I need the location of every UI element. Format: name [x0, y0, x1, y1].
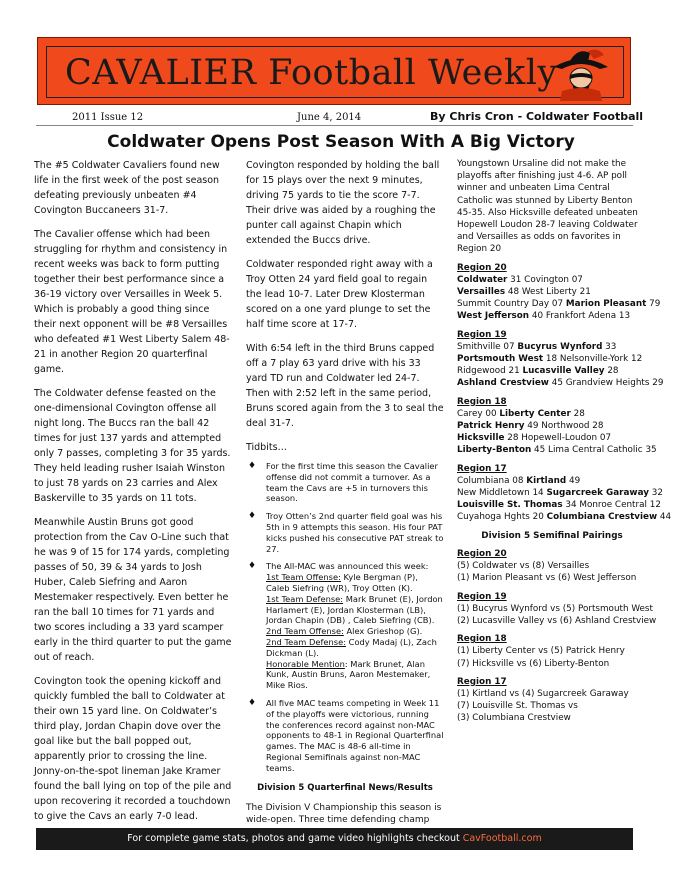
- score: 28: [570, 408, 585, 419]
- score: 79: [646, 299, 661, 310]
- score: 40 Frankfort Adena 13: [529, 311, 631, 322]
- winner: Bucyrus Wynford: [517, 341, 603, 352]
- score: Summit Country Day 07: [457, 299, 566, 310]
- list-item: [246, 561, 444, 691]
- paragraph: Youngstown Ursaline did not make the playoffs after finishing just 4-6. AP poll winner and unbeaten Lima Central Catholic was stunned by Liberty Benton 45-35. Also Hicksville defeated unbeaten Hopewell Loudon 28-7 leaving Coldwater and Versailles as odds on favorites in Region 20: [457, 159, 638, 255]
- footer-text: For complete game stats, photos and game video highlights checkout: [127, 833, 463, 844]
- results-region-19: [457, 341, 664, 390]
- result-line: [457, 432, 647, 444]
- score: 49: [566, 475, 581, 486]
- issue-number: 2011 Issue 12: [72, 112, 144, 123]
- column-3: [457, 158, 672, 725]
- region-heading: Region 20: [457, 548, 507, 559]
- winner: Coldwater: [457, 274, 508, 285]
- result-line: [457, 420, 647, 432]
- score: 32: [648, 488, 663, 499]
- winner: Lucasville Valley: [522, 366, 605, 377]
- pairing-line: (3) Columbiana Crestview: [457, 713, 571, 724]
- tidbit-text: All five MAC teams competing in Week 11 of the playoffs were victorious, running the conferences record against non-MAC opponents to 48-1 in Regional Quarterfinal games. The MAC is 48-6 all-time in Regional Semifinals against non-MAC teams.: [266, 697, 444, 773]
- score: 18 Nelsonville-York 12: [543, 354, 643, 365]
- score: 49 Northwood 28: [524, 421, 604, 432]
- masthead: [37, 37, 631, 105]
- region-heading: Region 19: [457, 329, 507, 340]
- cavalier-mascot-icon: [548, 45, 614, 101]
- masthead-border: [46, 46, 624, 98]
- team-label: 1st Team Defense:: [266, 593, 344, 604]
- winner: Louisville St. Thomas: [457, 500, 563, 511]
- footer-bar: [36, 828, 633, 850]
- tidbit-text: Troy Otten’s 2nd quarter field goal was his 5th in 9 attempts this season. His four PAT kicks pushed his consecutive PAT streak to 27.: [266, 511, 444, 554]
- paragraph: With 6:54 left in the third Bruns capped off a 7 play 63 yard drive with his 33 yard TD run and Coldwater led 24-7. Then with 2:52 left in the same period, Bruns scored again from the 3 to seal the deal 31-7.: [246, 343, 444, 429]
- list-item: [246, 461, 444, 504]
- score: 45 Grandview Heights 29: [548, 378, 664, 389]
- score: Columbiana 08: [457, 475, 527, 486]
- paragraph: Covington took the opening kickoff and quickly fumbled the ball to Coldwater at their own 15 yard line. On Coldwater’s third play, Jordan Chapin dove over the goal like but the ball popped out, apparently prior to crossing the line. Jonny-on-the-spot lineman Jake Kramer found the ball lying on top of the pile and upon recovering it recorded a touchdown to give the Cavs an early 7-0 lead.: [34, 676, 232, 822]
- team-names: Mark Brunet (E), Jordon Harlamert (E), Jordan Klosterman (LB), Jordan Chapin (DB) , Caleb Siefring (CB).: [266, 593, 443, 626]
- result-line: [457, 487, 663, 499]
- paragraph: Covington responded by holding the ball for 15 plays over the next 9 minutes, driving 75 yards to tie the score 7-7. Their drive was aided by a roughing the punter call against Chapin which extended the Buccs drive.: [246, 160, 440, 246]
- semifinal-title: Division 5 Semifinal Pairings: [481, 530, 623, 541]
- winner: Sugarcreek Garaway: [546, 488, 649, 499]
- result-line: [457, 310, 647, 322]
- score: 33: [602, 341, 617, 352]
- byline: By Chris Cron - Coldwater Football: [430, 110, 644, 123]
- region-heading: Region 18: [457, 634, 507, 645]
- score: Smithville 07: [457, 341, 518, 352]
- pairing-line: (5) Coldwater vs (8) Versailles: [457, 561, 590, 572]
- score: New Middletown 14: [457, 488, 547, 499]
- paragraph: The Division V Championship this season is wide-open. Three time defending champ: [246, 802, 442, 825]
- pairing-line: (2) Lucasville Valley vs (6) Ashland Crestview: [457, 615, 657, 626]
- result-line: [457, 499, 661, 511]
- paragraph: The Cavalier offense which had been struggling for rhythm and consistency in recent weeks was back to form putting together their best performance since a 36-19 victory over Versailles in Week 5. Which is probably a good thing since their next opponent will be #8 Versailles who defeated #1 West Liberty Salem 48-21 in another Region 20 quarterfinal game.: [34, 229, 230, 375]
- team-names: Alex Grieshop (G).: [343, 626, 423, 637]
- result-line: [457, 286, 647, 298]
- list-item: [246, 698, 444, 774]
- diamond-bullet-icon: ♦: [248, 511, 257, 522]
- tidbit-text: The All-MAC was announced this week:: [266, 561, 429, 572]
- results-region-18: [457, 408, 657, 457]
- column-1: [34, 158, 234, 833]
- website-link[interactable]: CavFootball.com: [462, 833, 542, 844]
- diamond-bullet-icon: ♦: [248, 697, 257, 708]
- pairing-line: (1) Marion Pleasant vs (6) West Jefferson: [457, 573, 637, 584]
- issue-date: June 4, 2014: [297, 112, 362, 123]
- result-line: [457, 298, 661, 310]
- winner: West Jefferson: [457, 311, 530, 322]
- pairing-line: (1) Bucyrus Wynford vs (5) Portsmouth West: [457, 603, 653, 614]
- quarterfinal-title: Division 5 Quarterfinal News/Results: [257, 782, 433, 793]
- score: 48 West Liberty 21: [505, 287, 591, 298]
- score: Cuyahoga Hghts 20: [457, 512, 547, 523]
- result-line: [457, 511, 672, 523]
- diamond-bullet-icon: ♦: [248, 561, 257, 572]
- score: 44: [657, 512, 672, 523]
- masthead-title: CAVALIER Football Weekly: [65, 53, 558, 93]
- result-line: [457, 274, 647, 286]
- result-line: [457, 444, 657, 456]
- score: 28 Hopewell-Loudon 07: [504, 433, 612, 444]
- score: Carey 00: [457, 408, 500, 419]
- winner: Marion Pleasant: [565, 299, 647, 310]
- result-line: [457, 353, 647, 365]
- pairing-line: (7) Hicksville vs (6) Liberty-Benton: [457, 658, 610, 669]
- paragraph: Meanwhile Austin Bruns got good protection from the Cav O-Line such that he was 9 of 15 for 174 yards, completing passes of 50, 39 & 34 yards to Josh Huber, Caleb Siefring and Aaron Mestemaker respectively. Even better he ran the ball 10 times for 71 yards and two scores including a 33 yard scamper early in the third quarter to put the game out of reach.: [34, 517, 232, 663]
- diamond-bullet-icon: ♦: [248, 461, 257, 471]
- winner: Hicksville: [457, 433, 505, 444]
- winner: Patrick Henry: [457, 421, 525, 432]
- score: 28: [604, 366, 619, 377]
- paragraph: The #5 Coldwater Cavaliers found new life in the first week of the post season defeating previously unbeaten #4 Covington Buccaneers 31-7.: [34, 160, 220, 216]
- team-label: 2nd Team Defense:: [266, 636, 347, 647]
- score: 34 Monroe Central 12: [562, 500, 661, 511]
- paragraph: Coldwater responded right away with a Troy Otten 24 yard field goal to regain the lead 10-7. Later Drew Klosterman scored on a one yard plunge to set the half time score at 17-7.: [246, 259, 433, 330]
- pairing-line: (1) Kirtland vs (4) Sugarcreek Garaway: [457, 688, 629, 699]
- team-names: Cody Madaj (L), Zach Dickman (L).: [266, 636, 437, 658]
- score: 45 Lima Central Catholic 35: [531, 445, 657, 456]
- header-rule: [36, 125, 633, 126]
- result-line: [457, 341, 647, 353]
- paragraph: The Coldwater defense feasted on the one-dimensional Covington offense all night long. The Buccs ran the ball 42 times for just 137 yards and attempted only 7 passes, completing 3 for 35 yards. They held leading rusher Isaiah Winston to just 78 yards on 23 carries and Alex Baskerville to 35 yards on 11 tots.: [34, 388, 231, 504]
- pairing-line: (1) Liberty Center vs (5) Patrick Henry: [457, 646, 625, 657]
- pairing-line: (7) Louisville St. Thomas vs: [457, 701, 578, 712]
- column-2: [246, 158, 444, 826]
- region-heading: Region 20: [457, 262, 507, 273]
- tidbit-text: For the first time this season the Cavalier offense did not commit a turnover. As a team the Cavs are +5 in turnovers this season.: [266, 461, 438, 504]
- result-line: [457, 408, 647, 420]
- team-label: 2nd Team Offense:: [266, 626, 344, 637]
- winner: Liberty Center: [499, 408, 571, 419]
- team-label: Honorable Mention: [266, 658, 345, 669]
- region-heading: Region 19: [457, 591, 507, 602]
- team-label: 1st Team Offense:: [266, 572, 341, 583]
- team-names: : Mark Brunet, Alan Kunk, Austin Bruns, Aaron Mestemaker, Mike Rios.: [266, 658, 431, 691]
- result-line: [457, 377, 664, 389]
- result-line: [457, 475, 647, 487]
- region-heading: Region 18: [457, 396, 507, 407]
- winner: Portsmouth West: [457, 354, 544, 365]
- tidbits-list: [246, 461, 444, 774]
- result-line: [457, 365, 647, 377]
- team-names: Kyle Bergman (P), Caleb Siefring (WR), Troy Otten (K).: [266, 572, 418, 593]
- winner: Columbiana Crestview: [546, 512, 658, 523]
- score: Ridgewood 21: [457, 366, 523, 377]
- results-region-17: [457, 475, 672, 524]
- headline: Coldwater Opens Post Season With A Big Victory: [107, 132, 575, 152]
- winner: Kirtland: [526, 475, 567, 486]
- region-heading: Region 17: [457, 676, 507, 687]
- winner: Versailles: [457, 287, 506, 298]
- list-item: [246, 511, 444, 554]
- winner: Liberty-Benton: [457, 445, 532, 456]
- region-heading: Region 17: [457, 463, 507, 474]
- score: 31 Covington 07: [507, 274, 583, 285]
- winner: Ashland Crestview: [457, 378, 549, 389]
- results-region-20: [457, 274, 661, 323]
- tidbits-label: Tidbits…: [246, 442, 288, 453]
